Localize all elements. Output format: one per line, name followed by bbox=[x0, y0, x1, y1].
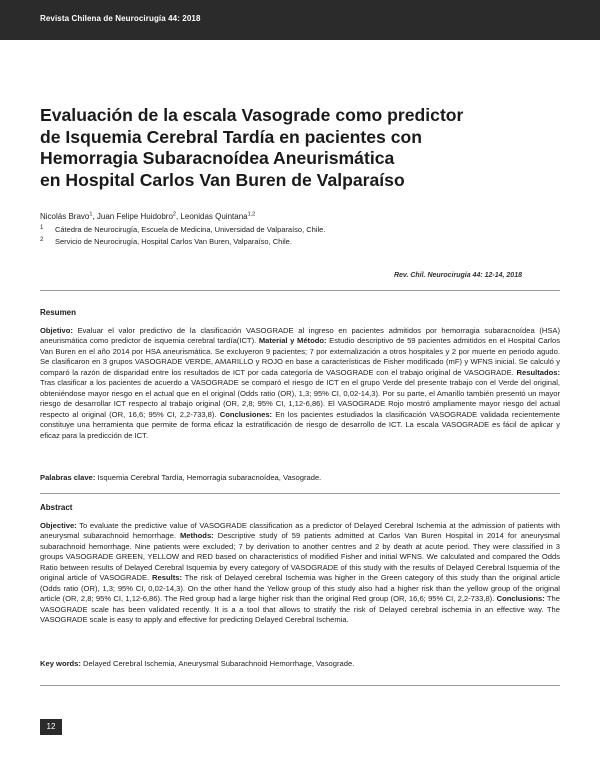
citation: Rev. Chil. Neurocirugía 44: 12-14, 2018 bbox=[393, 272, 522, 279]
abstract-results: The risk of Delayed cerebral Ischemia was higher in the Green category of this study than the original article (Odds ratio (OR), 1,3; 95% CI, 0,02-14,3). On the other hand the Yellow group of this study also had a higher risk than the yellow group of the original article (OR, 2,8; 95% CI, 1,12-6,86). The Red group had a large higher risk than the original Red group (OR, 16,6; 95% CI, 2,2-733,8). bbox=[40, 573, 561, 604]
palabras-clave bbox=[40, 473, 560, 482]
author-affil-mark: 2 bbox=[172, 211, 176, 218]
resumen-resultados: Tras clasificar a los pacientes de acuerdo a VASOGRADE se comparó el riesgo de ICT en el grupo Verde del presente trabajo con el Verde del original, obteniéndose mayor riesgo en el actual que en el original (Odds ratio (OR), 1,3; 95% CI, 0,02-14,3). Por su parte, el Amarillo también presentó un mayor riesgo de desarrollar ICT respecto al trabajo original (OR, 2,8; 95% CI, 1,12-6,86). El VASOGRADE Rojo mostró ampliamente mayor riesgo del actual respecto al original (OR, 16,6; 95% CI, 2,2-733,8). bbox=[40, 378, 560, 419]
key-words-text: Delayed Cerebral Ischemia, Aneurysmal Subarachnoid Hemorrhage, Vasograde. bbox=[80, 659, 355, 668]
title-line: de Isquemia Cerebral Tardía en pacientes con bbox=[40, 126, 422, 147]
palabras-clave-label: Palabras clave: bbox=[40, 473, 96, 482]
title-line: Evaluación de la escala Vasograde como predictor bbox=[40, 105, 464, 125]
title-line: en Hospital Carlos Van Buren de Valparaíso bbox=[40, 169, 405, 190]
resumen-metodo-label: Material y Método: bbox=[258, 336, 327, 346]
abstract-methods: Descriptive study of 59 patients admitted at Carlos Van Buren Hospital in 2014 for aneurysmal subarachnoid hemorrhage. Nine patients were excluded; 7 by derivation to another centres and 2 by death at acute period. They were classified in 3 groups VASOGRADE GREEN, YELLOW and RED based on characteristics of modified Fisher and initial WFNS. We calculated and compared the Odds Ratio between results of Delayed Cerebral Isquemia by every category of VASOGRADE of this study with the results of Delayed Cerebral Isquemia of the original article of VASOGRADE. bbox=[40, 531, 560, 583]
resumen-conclusiones-label: Conclusiones: bbox=[219, 409, 273, 419]
resumen-conclusiones: En los pacientes estudiados la clasificación VASOGRADE validada recientemente constituye una herramienta que permite de forma eficaz la estratificación de riesgo de desarrollo de ICT. La escala VASOGRADE es fácil de aplicar y eficaz para la predicción de ICT. bbox=[40, 409, 560, 440]
affiliation-text: Servicio de Neurocirugía, Hospital Carlos Van Buren, Valparaíso, Chile. bbox=[55, 237, 292, 246]
journal-name: Revista Chilena de Neurocirugía 44: 2018 bbox=[40, 14, 201, 23]
paper-title bbox=[40, 105, 540, 191]
resumen-objetivo-label: Objetivo: bbox=[40, 326, 73, 335]
divider bbox=[40, 685, 560, 686]
page-number: 12 bbox=[46, 722, 56, 731]
resumen-metodo: Estudio descriptivo de 59 pacientes admitidos en el Hospital Carlos Van Buren en el año 2014 por HSA aneurismática. Se excluyeron 9 pacientes; 7 por externalización a otros hospitales y 2 por muerte en periodo agudo. Se clasificaron en 3 grupos VASOGRADE VERDE, AMARILLO y ROJO en base a características de Fisher modificado (mF) y WFNS inicial. Se calculó y comparó la razón de disparidad entre los resultados de ICT por cada categoría de VASOGRADE con el trabajo original de VASOGRADE. bbox=[40, 336, 560, 377]
affiliation-text: Cátedra de Neurocirugía, Escuela de Medicina, Universidad de Valparaíso, Chile. bbox=[55, 225, 326, 234]
abstract-objective-label: Objective: bbox=[40, 521, 77, 530]
abstract-heading: Abstract bbox=[40, 503, 73, 512]
resumen-body bbox=[40, 326, 560, 441]
journal-header-bar bbox=[0, 0, 600, 40]
author-list bbox=[40, 212, 255, 221]
resumen-resultados-label: Resultados: bbox=[516, 367, 560, 377]
abstract-results-label: Results: bbox=[152, 573, 182, 583]
resumen-heading: Resumen bbox=[40, 308, 77, 317]
divider bbox=[40, 493, 560, 494]
affiliation-number: 1 bbox=[40, 225, 44, 231]
page-number-badge bbox=[40, 719, 62, 735]
author-name: , Juan Felipe Huidobro bbox=[92, 212, 173, 221]
abstract-objective: To evaluate the predictive value of VASOGRADE classification as a predictor of Delayed Cerebral Ischemia at the admission of patients with aneurysmal subarachnoid hemorrhage. bbox=[40, 521, 560, 541]
divider bbox=[40, 290, 560, 291]
author-name: , Leonidas Quintana bbox=[175, 212, 248, 221]
abstract-conclusions: The VASOGRADE scale has been validated recently. It is a a tool that allows to stratify the risk of Delayed cerebral ischemia in an effective way. The VASOGRADE scale is easy to apply and effective for predicting Delayed Cerebral Ischemia. bbox=[40, 594, 561, 625]
author-name: Nicolás Bravo bbox=[40, 212, 90, 221]
resumen-objetivo: Evaluar el valor predictivo de la clasificación VASOGRADE al ingreso en pacientes admitidos por hemorragia subaracnoídea (HSA) aneurismática como predictor de isquemia cerebral tardía(ICT). bbox=[40, 326, 560, 346]
key-words-label: Key words: bbox=[40, 659, 81, 668]
affiliation-number: 2 bbox=[40, 237, 44, 243]
abstract-body bbox=[40, 521, 560, 626]
author-affil-mark: 1,2 bbox=[247, 211, 256, 218]
affiliation bbox=[40, 237, 292, 246]
author-affil-mark: 1 bbox=[89, 211, 93, 218]
palabras-clave-text: Isquemia Cerebral Tardía, Hemorragia subaracnoídea, Vasograde. bbox=[95, 473, 322, 482]
abstract-conclusions-label: Conclusions: bbox=[496, 594, 545, 604]
key-words bbox=[40, 659, 560, 668]
abstract-methods-label: Methods: bbox=[179, 531, 214, 541]
affiliation bbox=[40, 225, 325, 234]
title-line: Hemorragia Subaracnoídea Aneurismática bbox=[40, 148, 395, 168]
